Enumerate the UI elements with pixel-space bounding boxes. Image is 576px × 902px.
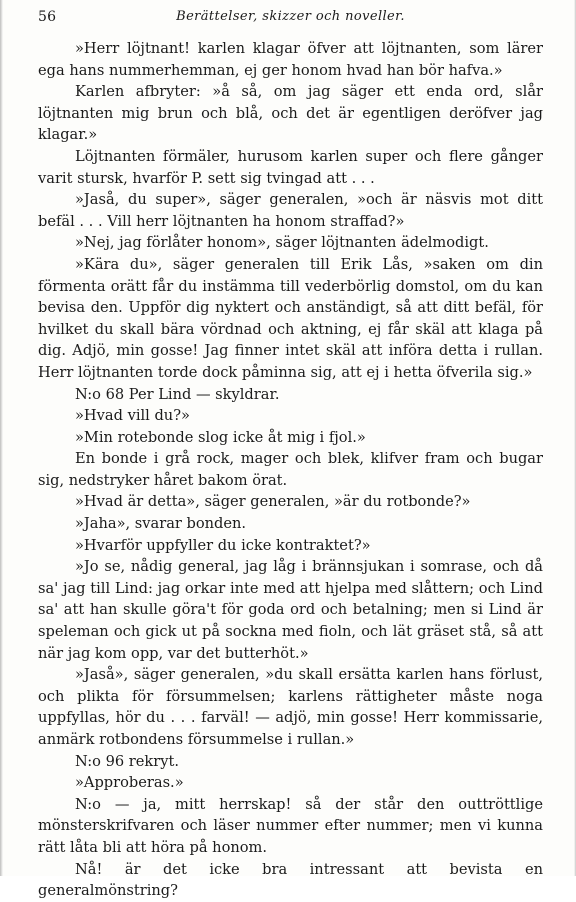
paragraph: En bonde i grå rock, mager och blek, klifver fram och bugar sig, nedstryker håret bakom örat. (38, 450, 543, 489)
paragraph: »Kära du», säger generalen till Erik Lås, »saken om din förmenta orätt får du instämma till vederbörlig domstol, om du kan bevisa den. Uppför dig nyktert och anständigt, så att ditt befäl, för hvilket du skall bära vördnad och aktning, ej får skäl att klaga på dig. Adjö, min gosse! Jag finner intet skäl att införa detta i rullan. Herr löjtnanten torde dock påminna sig, att ej i hetta öfverila sig.» (38, 255, 543, 381)
paragraph: »Approberas.» (75, 774, 184, 792)
paragraph: »Jaså, du super», säger generalen, »och är näsvis mot ditt befäl . . . Vill herr löjtnanten ha honom straffad?» (38, 191, 543, 230)
paragraph: Nå! är det icke bra intressant att bevista en generalmönstring? (38, 860, 543, 900)
paragraph: N:o 96 rekryt. (75, 752, 179, 770)
page-header (38, 9, 543, 29)
paragraph: N:o 68 Per Lind — skyldrar. (75, 385, 280, 403)
paragraph: Karlen afbryter: »å så, om jag säger ett enda ord, slår löjtnanten mig brun och blå, och det är egentligen deröfver jag klagar.» (38, 83, 543, 144)
paragraph: »Herr löjtnant! karlen klagar öfver att löjtnanten, som lärer ega hans nummerhemman, ej ger honom hvad han bör hafva.» (38, 40, 543, 79)
paragraph: »Jo se, nådig general, jag låg i brännsjukan i somrase, och då sa' jag till Lind: jag orkar inte med att hjelpa med slåttern; och Lind sa' att han skulle göra't för goda ord och betalning; men si Lind är speleman och gick ut på sockna med fioln, och lät gräset stå, så att när jag kom opp, var det butterhöt.» (38, 558, 543, 662)
page-left-edge-shadow (0, 0, 3, 876)
paragraph: »Min rotebonde slog icke åt mig i fjol.» (75, 428, 366, 446)
running-head: Berättelser, skizzer och noveller. (176, 9, 405, 24)
paragraph: »Jaså», säger generalen, »du skall ersätta karlen hans förlust, och plikta för försummelsen; karlens rättigheter måste noga uppfyllas, hör du . . . farväl! — adjö, min gosse! Herr kommissarie, anmärk rotbondens försummelse i rullan.» (38, 666, 543, 748)
paragraph: »Hvarför uppfyller du icke kontraktet?» (75, 536, 371, 554)
body-text (38, 38, 543, 902)
page-number: 56 (38, 9, 57, 25)
paragraph: »Jaha», svarar bonden. (75, 515, 247, 533)
paragraph: N:o — ja, mitt herrskap! så der står den outtröttlige mönsterskrifvaren och läser nummer efter nummer; men vi kunna rätt låta bli att höra på honom. (38, 795, 543, 856)
paragraph: »Nej, jag förlåter honom», säger löjtnanten ädelmodigt. (75, 234, 489, 252)
paragraph: »Hvad är detta», säger generalen, »är du rotbonde?» (75, 493, 471, 511)
paragraph: »Hvad vill du?» (75, 407, 190, 425)
paragraph: Löjtnanten förmäler, hurusom karlen super och flere gånger varit stursk, hvarför P. sett sig tvingad att . . . (38, 147, 543, 187)
